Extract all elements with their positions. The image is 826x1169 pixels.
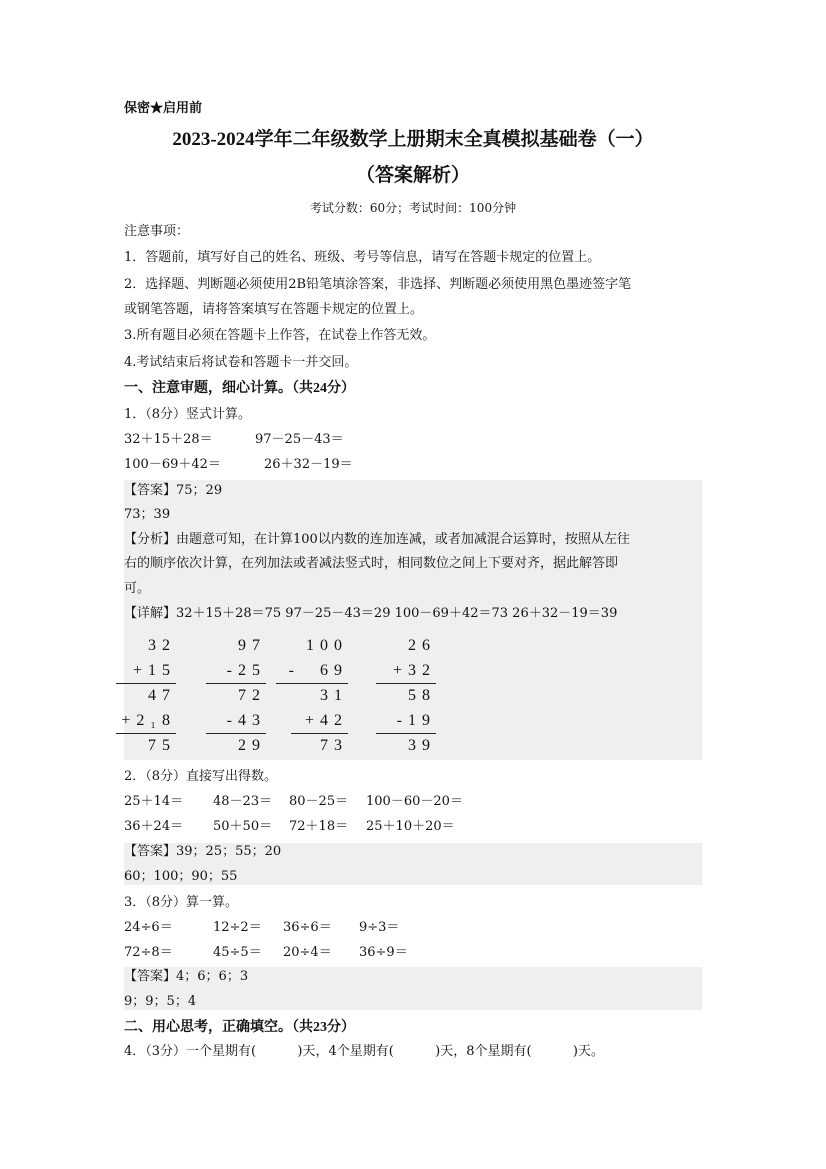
q1-detail: 【详解】32＋15＋28＝75 97－25－43＝29 100－69＋42＝73 26＋32－19＝39 — [124, 606, 618, 621]
calc-row: 72 — [238, 687, 266, 704]
calc-row: 31 — [320, 687, 348, 704]
q3-title: 3．（8分）算一算。 — [124, 895, 239, 910]
note-item: 2．选择题、判断题必须使用2B铅笔填涂答案，非选择、判断题必须使用黑色墨迹签字笔 — [124, 277, 632, 292]
vertical-calc-3 — [276, 634, 348, 759]
expr: 24÷6＝ — [124, 920, 173, 935]
section2-heading: 二、用心思考，正确填空。（共23分） — [124, 1020, 355, 1035]
expr: 100－69＋42＝ — [124, 457, 221, 472]
q1-row1 — [124, 430, 344, 450]
q2-row2 — [124, 817, 455, 837]
notes-heading: 注意事项： — [124, 224, 190, 239]
calc-row: +2₁8 — [116, 709, 176, 735]
exam-info: 考试分数：60分；考试时间：100分钟 — [309, 201, 517, 215]
expr: 26＋32－19＝ — [264, 457, 353, 472]
note-item: 3.所有题目必须在答题卡上作答，在试卷上作答无效。 — [124, 328, 436, 343]
calc-row: 100 — [306, 637, 348, 654]
expr: 32＋15＋28＝ — [124, 432, 213, 447]
calc-row: 32 — [148, 637, 176, 654]
calc-row: +32 — [376, 659, 436, 685]
calc-row: +15 — [116, 659, 176, 685]
calc-row: 73 — [320, 737, 348, 754]
expr: 97－25－43＝ — [255, 432, 344, 447]
calc-row: 75 — [148, 737, 176, 754]
q3-answer-line2: 9；9；5；4 — [124, 994, 197, 1009]
calc-row: -43 — [206, 709, 266, 735]
vertical-calc-2 — [206, 634, 266, 759]
expr: 25＋10＋20＝ — [366, 819, 455, 834]
expr: 45÷5＝ — [213, 945, 262, 960]
q3-answer: 【答案】4；6；6；3 — [124, 969, 249, 984]
note-item: 4.考试结束后将试卷和答题卡一并交回。 — [124, 355, 358, 370]
calc-row: 29 — [238, 737, 266, 754]
page-subtitle: （答案解析） — [355, 165, 470, 186]
note-item: 或钢笔答题，请将答案填写在答题卡规定的位置上。 — [124, 302, 424, 317]
expr: 48－23＝ — [213, 794, 273, 809]
page-title: 2023-2024学年二年级数学上册期末全真模拟基础卷（一） — [172, 129, 654, 150]
expr: 100－60－20＝ — [366, 794, 463, 809]
note-item: 1．答题前，填写好自己的姓名、班级、考号等信息，请写在答题卡规定的位置上。 — [124, 250, 601, 265]
q3-row1 — [124, 918, 399, 938]
expr: 9÷3＝ — [359, 920, 400, 935]
expr: 36÷9＝ — [359, 945, 408, 960]
q1-analysis: 【分析】由题意可知，在计算100以内数的连加连减，或者加减混合运算时，按照从左往 — [124, 532, 630, 547]
q4-title: 4．（3分）一个星期有( )天，4个星期有( )天，8个星期有( )天。 — [124, 1044, 604, 1059]
calc-row: 26 — [408, 637, 436, 654]
calc-row: 39 — [408, 737, 436, 754]
expr: 20÷4＝ — [283, 945, 332, 960]
q2-row1 — [124, 792, 463, 812]
q1-analysis: 可。 — [124, 581, 151, 596]
calc-row: 47 — [148, 687, 176, 704]
expr: 12÷2＝ — [213, 920, 262, 935]
vertical-calc-1 — [116, 634, 176, 759]
q1-row2 — [124, 455, 353, 475]
expr: 36÷6＝ — [283, 920, 332, 935]
expr: 72÷8＝ — [124, 945, 173, 960]
vertical-calc-4 — [376, 634, 436, 759]
calc-row: -25 — [206, 659, 266, 685]
q2-answer: 【答案】39；25；55；20 — [124, 844, 282, 859]
q2-answer-line2: 60；100；90；55 — [124, 869, 238, 884]
expr: 36＋24＝ — [124, 819, 184, 834]
expr: 25＋14＝ — [124, 794, 184, 809]
q3-row2 — [124, 943, 408, 963]
calc-row: - 69 — [276, 659, 348, 685]
q1-analysis: 右的顺序依次计算，在列加法或者减法竖式时，相同数位之间上下要对齐，据此解答即 — [124, 556, 619, 571]
calc-row: +42 — [291, 709, 348, 735]
section1-heading: 一、注意审题，细心计算。（共24分） — [124, 381, 355, 396]
q1-answer: 【答案】75；29 — [124, 483, 223, 498]
calc-row: 97 — [238, 637, 266, 654]
expr: 72＋18＝ — [289, 819, 349, 834]
confidential-label: 保密★启用前 — [124, 100, 203, 115]
q1-answer-line2: 73；39 — [124, 507, 171, 522]
q2-title: 2．（8分）直接写出得数。 — [124, 769, 278, 784]
calc-row: 58 — [408, 687, 436, 704]
calc-row: -19 — [376, 709, 436, 735]
q1-title: 1．（8分）竖式计算。 — [124, 407, 252, 422]
expr: 50＋50＝ — [213, 819, 273, 834]
expr: 80－25＝ — [289, 794, 349, 809]
